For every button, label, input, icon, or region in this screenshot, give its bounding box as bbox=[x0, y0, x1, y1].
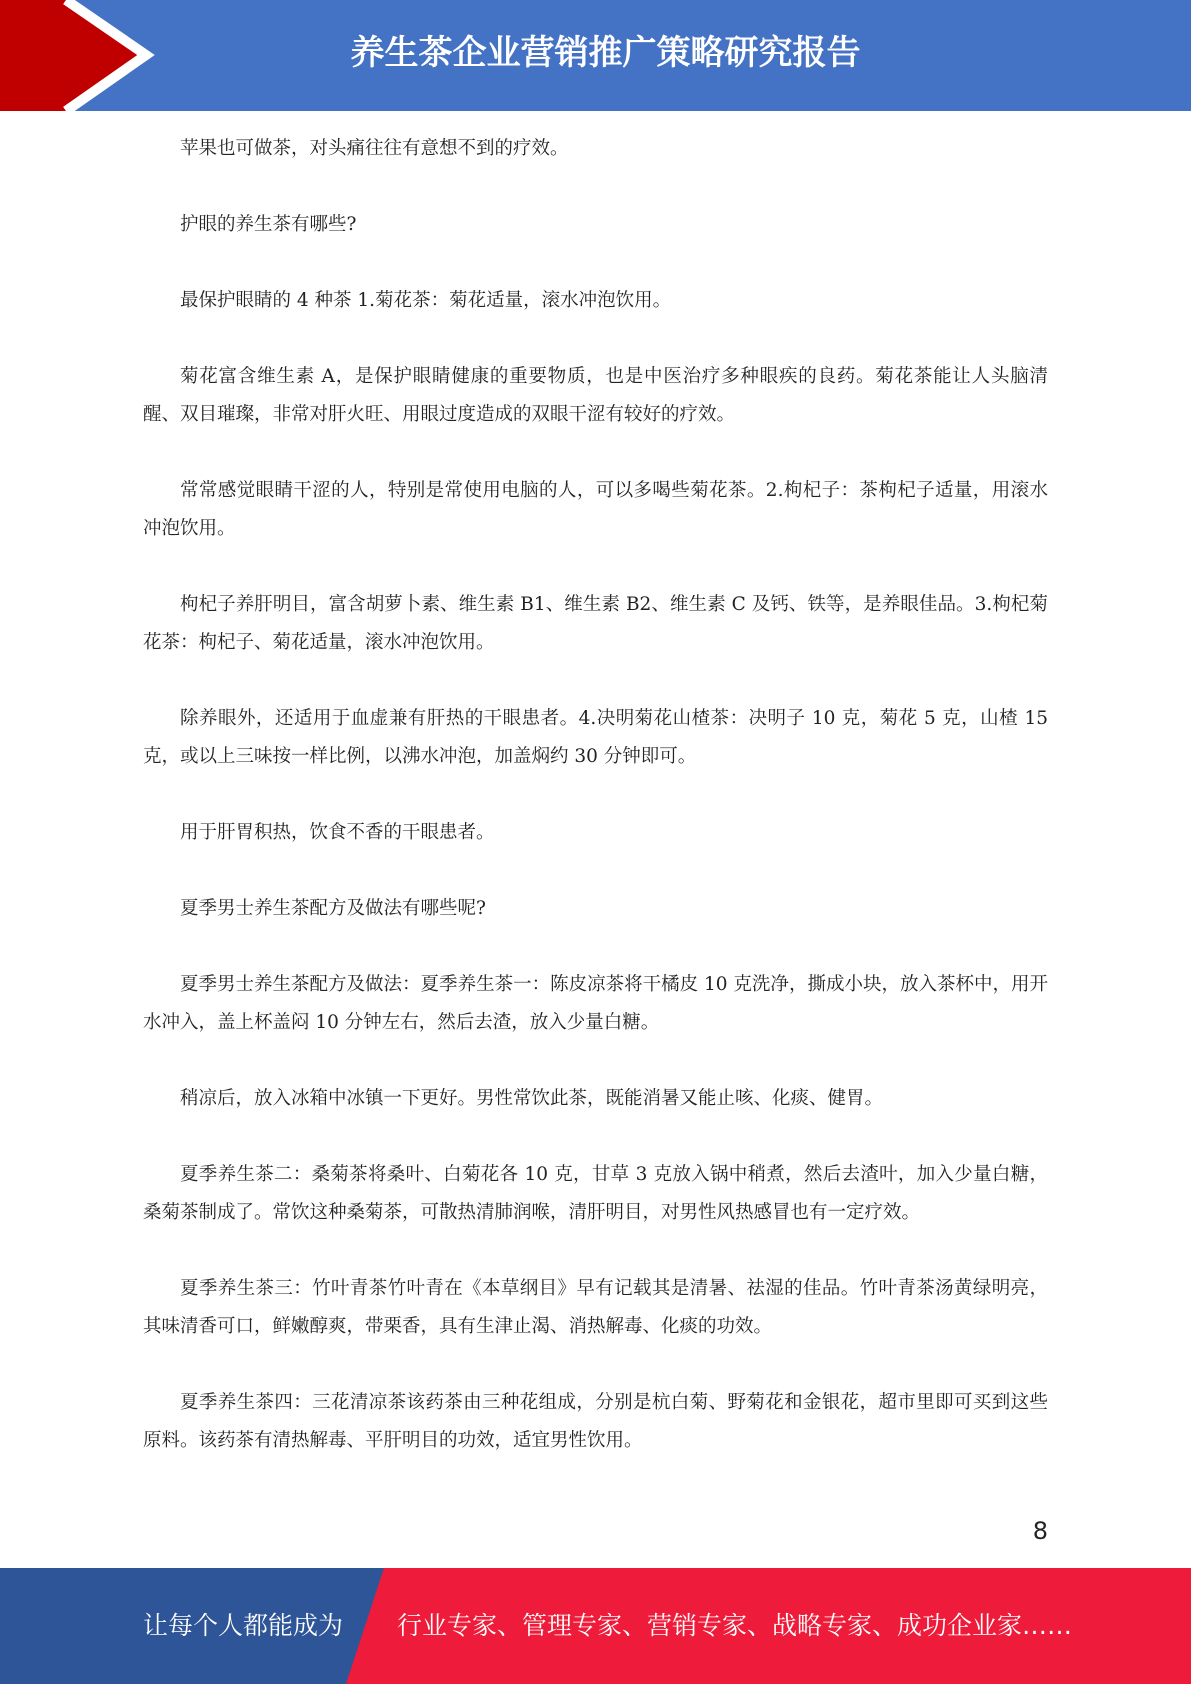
paragraph: 夏季养生茶四：三花清凉茶该药茶由三种花组成，分别是杭白菊、野菊花和金银花，超市里即可买到这些原料。该药茶有清热解毒、平肝明目的功效，适宜男性饮用。 bbox=[143, 1392, 1048, 1451]
footer-slogan: 让每个人都能成为 bbox=[143, 1611, 344, 1640]
paragraph: 用于肝胃积热，饮食不香的干眼患者。 bbox=[180, 822, 495, 843]
paragraph: 最保护眼睛的 4 种茶 1.菊花茶：菊花适量，滚水冲泡饮用。 bbox=[180, 290, 672, 311]
paragraph: 夏季养生茶二：桑菊茶将桑叶、白菊花各 10 克，甘草 3 克放入锅中稍煮，然后去渣叶，加入少量白糖，桑菊茶制成了。常饮这种桑菊茶，可散热清肺润喉，清肝明目，对男性风热感冒也有一定疗效。 bbox=[143, 1164, 1048, 1223]
paragraph: 稍凉后，放入冰箱中冰镇一下更好。男性常饮此茶，既能消暑又能止咳、化痰、健胃。 bbox=[180, 1088, 884, 1109]
page-footer bbox=[0, 1568, 1191, 1684]
paragraph: 护眼的养生茶有哪些? bbox=[180, 214, 357, 235]
paragraph: 夏季养生茶三：竹叶青茶竹叶青在《本草纲目》早有记载其是清暑、祛湿的佳品。竹叶青茶汤黄绿明亮，其味清香可口，鲜嫩醇爽，带栗香，具有生津止渴、消热解毒、化痰的功效。 bbox=[143, 1278, 1048, 1337]
paragraph: 常常感觉眼睛干涩的人，特别是常使用电脑的人，可以多喝些菊花茶。2.枸杞子：茶枸杞子适量，用滚水冲泡饮用。 bbox=[143, 480, 1048, 539]
page-header bbox=[0, 0, 1191, 111]
footer-roles: 行业专家、管理专家、营销专家、战略专家、成功企业家…… bbox=[397, 1611, 1073, 1640]
paragraph: 枸杞子养肝明目，富含胡萝卜素、维生素 B1、维生素 B2、维生素 C 及钙、铁等，是养眼佳品。3.枸杞菊花茶：枸杞子、菊花适量，滚水冲泡饮用。 bbox=[143, 594, 1048, 653]
paragraph: 夏季男士养生茶配方及做法：夏季养生茶一：陈皮凉茶将干橘皮 10 克洗净，撕成小块，放入茶杯中，用开水冲入，盖上杯盖闷 10 分钟左右，然后去渣，放入少量白糖。 bbox=[143, 974, 1048, 1033]
paragraph: 苹果也可做茶，对头痛往往有意想不到的疗效。 bbox=[180, 138, 569, 159]
report-title: 养生茶企业营销推广策略研究报告 bbox=[350, 33, 861, 73]
paragraph: 夏季男士养生茶配方及做法有哪些呢? bbox=[180, 898, 486, 919]
paragraph: 除养眼外，还适用于血虚兼有肝热的干眼患者。4.决明菊花山楂茶：决明子 10 克，菊花 5 克，山楂 15 克，或以上三味按一样比例，以沸水冲泡，加盖焖约 30 分钟即可。 bbox=[143, 708, 1048, 767]
document-body bbox=[143, 130, 1048, 1498]
page-number: 8 bbox=[1032, 1517, 1048, 1545]
paragraph: 菊花富含维生素 A，是保护眼睛健康的重要物质，也是中医治疗多种眼疾的良药。菊花茶能让人头脑清醒、双目璀璨，非常对肝火旺、用眼过度造成的双眼干涩有较好的疗效。 bbox=[143, 366, 1048, 425]
